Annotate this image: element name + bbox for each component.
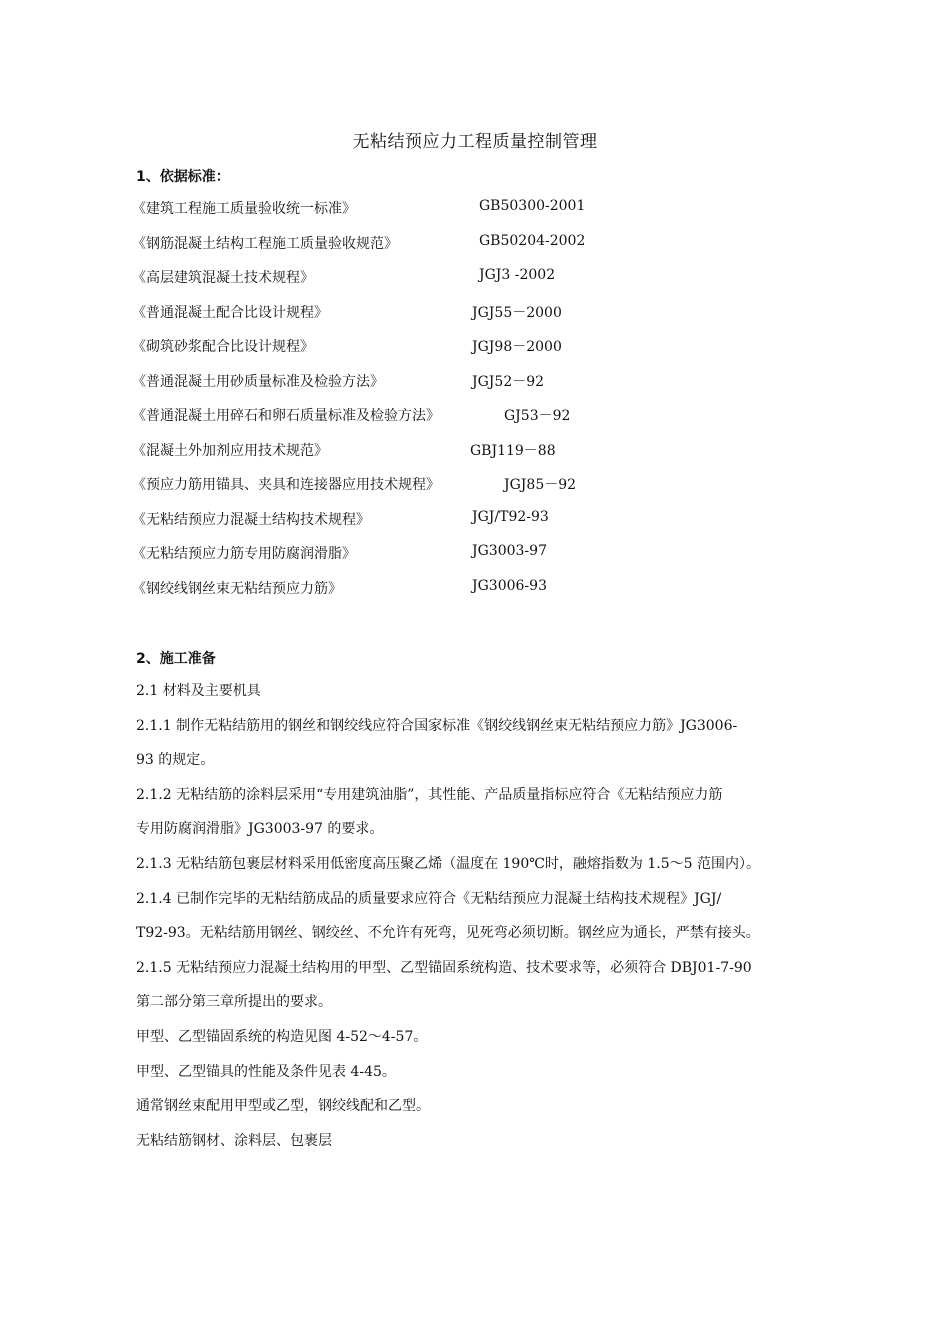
standard-code: JGJ52－92	[472, 373, 545, 390]
text-line: 通常钢丝束配用甲型或乙型，钢绞线配和乙型。	[136, 1098, 430, 1115]
text-line: 93 的规定。	[136, 752, 215, 769]
text-line: 甲型、乙型锚具的性能及条件见表 4-45。	[136, 1063, 396, 1080]
text-line: 2.1.1 制作无粘结筋用的钢丝和钢绞线应符合国家标准《钢绞线钢丝束无粘结预应力筋》JG3006-	[136, 717, 738, 734]
standard-name: 《普通混凝土用砂质量标准及检验方法》	[132, 373, 384, 390]
standard-code: GBJ119－88	[470, 442, 556, 459]
standards-list	[132, 198, 772, 612]
standard-code: GB50204-2002	[479, 232, 586, 249]
standard-name: 《钢绞线钢丝束无粘结预应力筋》	[132, 580, 342, 597]
text-line: 2.1.5 无粘结预应力混凝土结构用的甲型、乙型锚固系统构造、技术要求等，必须符合 DBJ01-7-90	[136, 959, 752, 976]
standard-name: 《砌筑砂浆配合比设计规程》	[132, 339, 314, 355]
text-line: 2.1.2 无粘结筋的涂料层采用“专用建筑油脂”，其性能、产品质量指标应符合《无粘结预应力筋	[136, 786, 723, 803]
standard-name: 《无粘结预应力筋专用防腐润滑脂》	[132, 546, 356, 562]
standard-row	[132, 474, 772, 509]
text-line: 2.1.4 已制作完毕的无粘结筋成品的质量要求应符合《无粘结预应力混凝土结构技术规程》JGJ/	[136, 890, 722, 907]
standard-name: 《普通混凝土用碎石和卵石质量标准及检验方法》	[132, 408, 440, 424]
standard-code: JGJ3 -2002	[479, 267, 556, 283]
standard-code: JG3006-93	[472, 577, 547, 594]
standard-code: JGJ/T92-93	[472, 508, 549, 525]
text-line: 甲型、乙型锚固系统的构造见图 4-52～4-57。	[136, 1028, 428, 1045]
text-line: 专用防腐润滑脂》JG3003-97 的要求。	[136, 821, 384, 838]
standard-row	[132, 233, 772, 268]
standard-row	[132, 543, 772, 578]
text-line: T92-93。无粘结筋用钢丝、钢绞丝、不允许有死弯，见死弯必须切断。钢丝应为通长，严禁有接头。	[136, 925, 760, 942]
standard-row	[132, 405, 772, 440]
standard-name: 《预应力筋用锚具、夹具和连接器应用技术规程》	[132, 477, 440, 493]
text-line: 2.1.3 无粘结筋包裹层材料采用低密度高压聚乙烯（温度在 190℃时，融熔指数为 1.5～5 范围内）。	[136, 855, 760, 872]
document-title: 无粘结预应力工程质量控制管理	[352, 132, 598, 152]
standard-code: JG3003-97	[472, 543, 547, 559]
standard-code: GJ53－92	[504, 408, 571, 424]
text-line: 2.1 材料及主要机具	[136, 683, 261, 699]
section1-heading: 1、依据标准：	[136, 169, 230, 185]
standard-row	[132, 302, 772, 337]
standard-code: JGJ55－2000	[472, 304, 562, 321]
text-line: 第二部分第三章所提出的要求。	[136, 994, 332, 1011]
standard-code: JGJ85－92	[504, 477, 577, 493]
standard-name: 《混凝土外加剂应用技术规范》	[132, 442, 328, 459]
standard-name: 《高层建筑混凝土技术规程》	[132, 270, 314, 286]
standard-row	[132, 198, 772, 233]
standard-row	[132, 440, 772, 475]
section2-body	[136, 674, 866, 1158]
standard-row	[132, 578, 772, 613]
standard-row	[132, 509, 772, 544]
standard-row	[132, 371, 772, 406]
standard-row	[132, 267, 772, 302]
text-line: 无粘结筋钢材、涂料层、包裹层	[136, 1132, 332, 1149]
standard-code: GB50300-2001	[479, 198, 586, 214]
standard-name: 《建筑工程施工质量验收统一标准》	[132, 201, 356, 217]
standard-name: 《钢筋混凝土结构工程施工质量验收规范》	[132, 235, 398, 252]
standard-code: JGJ98－2000	[472, 339, 562, 355]
standard-name: 《普通混凝土配合比设计规程》	[132, 304, 328, 321]
section2-heading: 2、施工准备	[136, 651, 216, 667]
standard-name: 《无粘结预应力混凝土结构技术规程》	[132, 511, 370, 528]
standard-row	[132, 336, 772, 371]
